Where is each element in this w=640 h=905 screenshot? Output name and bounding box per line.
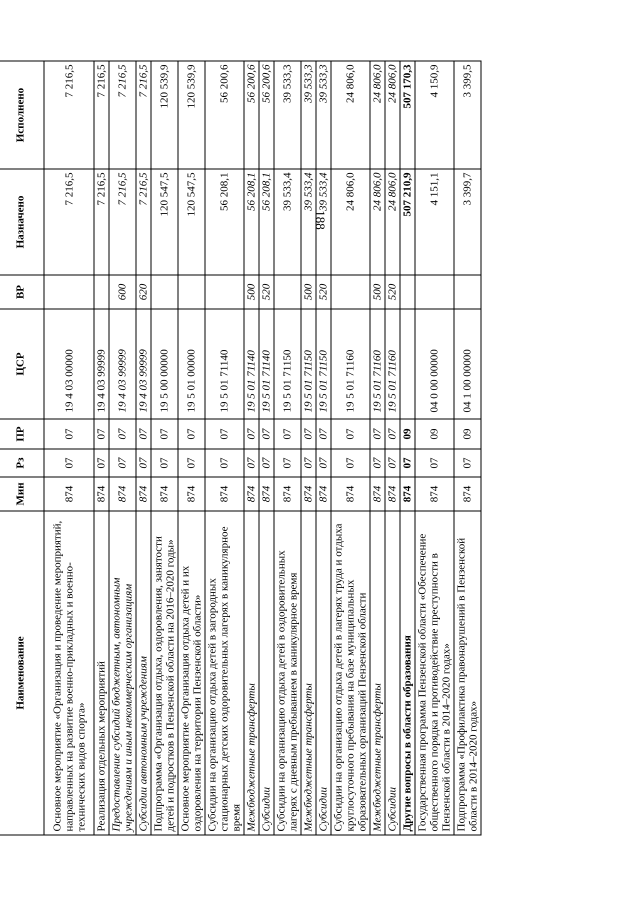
cell-ministry: 874 <box>94 477 109 511</box>
cell-executed: 4 150,9 <box>415 61 454 169</box>
cell-ministry: 874 <box>109 477 136 511</box>
cell-name: Основное мероприятие «Организация отдыха детей и их оздоровления на территории Пензенской области» <box>178 511 205 835</box>
cell-subsection: 07 <box>244 419 259 449</box>
cell-expense-type <box>205 275 244 309</box>
cell-section: 07 <box>301 449 316 477</box>
cell-target-article: 04 1 00 00000 <box>454 309 481 419</box>
cell-ministry: 874 <box>316 477 331 511</box>
cell-section: 07 <box>316 449 331 477</box>
cell-name: Подпрограмма «Профилактика правонарушений в Пензенской области в 2014–2020 годах» <box>454 511 481 835</box>
cell-assigned: 24 806,0 <box>331 169 370 275</box>
cell-subsection: 07 <box>109 419 136 449</box>
cell-expense-type <box>178 275 205 309</box>
cell-subsection: 07 <box>44 419 94 449</box>
cell-executed: 7 216,5 <box>44 61 94 169</box>
cell-name: Реализация отдельных мероприятий <box>94 511 109 835</box>
table-row <box>301 61 316 835</box>
cell-ministry: 874 <box>400 477 415 511</box>
table-row <box>109 61 136 835</box>
cell-expense-type: 500 <box>301 275 316 309</box>
cell-ministry: 874 <box>301 477 316 511</box>
cell-expense-type: 520 <box>385 275 400 309</box>
cell-name: Субсидии на организацию отдыха детей в лагерях труда и отдыха круглосуточного пребывания на базе муниципальных образовательных организаций Пензенской области <box>331 511 370 835</box>
cell-section: 07 <box>400 449 415 477</box>
cell-ministry: 874 <box>178 477 205 511</box>
cell-target-article: 19 4 03 99999 <box>94 309 109 419</box>
cell-expense-type <box>94 275 109 309</box>
cell-expense-type <box>454 275 481 309</box>
table-row <box>151 61 178 835</box>
cell-ministry: 874 <box>385 477 400 511</box>
cell-expense-type <box>151 275 178 309</box>
cell-section: 07 <box>259 449 274 477</box>
cell-name: Субсидии <box>316 511 331 835</box>
cell-section: 07 <box>178 449 205 477</box>
header-ministry: Мин <box>0 477 44 511</box>
cell-section: 07 <box>370 449 385 477</box>
table-row <box>244 61 259 835</box>
cell-target-article: 19 5 01 71160 <box>385 309 400 419</box>
page-number: 188 <box>313 210 328 230</box>
header-expense-type: ВР <box>0 275 44 309</box>
cell-section: 07 <box>385 449 400 477</box>
cell-ministry: 874 <box>151 477 178 511</box>
cell-executed: 3 399,5 <box>454 61 481 169</box>
cell-expense-type: 600 <box>109 275 136 309</box>
cell-target-article <box>400 309 415 419</box>
cell-section: 07 <box>205 449 244 477</box>
cell-ministry: 874 <box>44 477 94 511</box>
header-section: Рз <box>0 449 44 477</box>
cell-executed: 120 539,9 <box>151 61 178 169</box>
table-row <box>385 61 400 835</box>
cell-section: 07 <box>151 449 178 477</box>
cell-ministry: 874 <box>244 477 259 511</box>
cell-expense-type: 620 <box>136 275 151 309</box>
cell-subsection: 07 <box>94 419 109 449</box>
cell-expense-type <box>44 275 94 309</box>
cell-executed: 7 216,5 <box>109 61 136 169</box>
cell-section: 07 <box>331 449 370 477</box>
cell-section: 07 <box>136 449 151 477</box>
cell-target-article: 19 5 01 71150 <box>274 309 301 419</box>
cell-subsection: 09 <box>415 419 454 449</box>
cell-expense-type: 520 <box>316 275 331 309</box>
cell-expense-type <box>331 275 370 309</box>
cell-ministry: 874 <box>274 477 301 511</box>
cell-subsection: 07 <box>151 419 178 449</box>
cell-target-article: 19 5 01 71140 <box>205 309 244 419</box>
cell-section: 07 <box>109 449 136 477</box>
cell-executed: 39 533,3 <box>274 61 301 169</box>
cell-assigned: 56 208,1 <box>205 169 244 275</box>
cell-assigned: 39 533,4 <box>274 169 301 275</box>
cell-name: Межбюджетные трансферты <box>370 511 385 835</box>
cell-target-article: 19 4 03 99999 <box>136 309 151 419</box>
cell-name: Субсидии автономным учреждениям <box>136 511 151 835</box>
cell-ministry: 874 <box>331 477 370 511</box>
cell-ministry: 874 <box>370 477 385 511</box>
header-name: Наименование <box>0 511 44 835</box>
table-row <box>136 61 151 835</box>
cell-executed: 7 216,5 <box>94 61 109 169</box>
cell-subsection: 07 <box>274 419 301 449</box>
cell-expense-type <box>415 275 454 309</box>
cell-target-article: 19 4 03 00000 <box>44 309 94 419</box>
cell-subsection: 07 <box>331 419 370 449</box>
table-row <box>415 61 454 835</box>
cell-executed: 56 200,6 <box>205 61 244 169</box>
cell-name: Предоставление субсидий бюджетным, автономным учреждениям и иным некоммерческим организациям <box>109 511 136 835</box>
cell-assigned: 120 547,5 <box>178 169 205 275</box>
cell-target-article: 19 5 01 71150 <box>316 309 331 419</box>
cell-assigned: 24 806,0 <box>370 169 385 275</box>
cell-target-article: 04 0 00 00000 <box>415 309 454 419</box>
table-row <box>400 61 415 835</box>
cell-assigned: 4 151,1 <box>415 169 454 275</box>
cell-target-article: 19 5 01 71140 <box>259 309 274 419</box>
table-row <box>370 61 385 835</box>
cell-assigned: 120 547,5 <box>151 169 178 275</box>
cell-assigned: 56 208,1 <box>259 169 274 275</box>
cell-name: Подпрограмма «Организация отдыха, оздоровления, занятости детей и подростков в Пензенской области на 2016–2020 годы» <box>151 511 178 835</box>
cell-subsection: 07 <box>385 419 400 449</box>
cell-target-article: 19 5 01 71140 <box>244 309 259 419</box>
cell-subsection: 09 <box>400 419 415 449</box>
cell-target-article: 19 5 01 71160 <box>370 309 385 419</box>
cell-ministry: 874 <box>415 477 454 511</box>
cell-executed: 507 170,3 <box>400 61 415 169</box>
table-row <box>454 61 481 835</box>
cell-executed: 39 533,3 <box>316 61 331 169</box>
header-target-article: ЦСР <box>0 309 44 419</box>
header-subsection: ПР <box>0 419 44 449</box>
cell-assigned: 56 208,1 <box>244 169 259 275</box>
cell-section: 07 <box>415 449 454 477</box>
cell-target-article: 19 5 01 00000 <box>178 309 205 419</box>
cell-executed: 56 200,6 <box>259 61 274 169</box>
cell-assigned: 507 210,9 <box>400 169 415 275</box>
cell-subsection: 09 <box>454 419 481 449</box>
cell-expense-type <box>400 275 415 309</box>
cell-executed: 56 200,6 <box>244 61 259 169</box>
table-row <box>178 61 205 835</box>
cell-section: 07 <box>454 449 481 477</box>
cell-executed: 24 806,0 <box>331 61 370 169</box>
cell-subsection: 07 <box>259 419 274 449</box>
cell-executed: 24 806,0 <box>370 61 385 169</box>
cell-section: 07 <box>44 449 94 477</box>
cell-subsection: 07 <box>370 419 385 449</box>
cell-assigned: 3 399,7 <box>454 169 481 275</box>
cell-subsection: 07 <box>316 419 331 449</box>
cell-expense-type: 500 <box>370 275 385 309</box>
cell-expense-type <box>274 275 301 309</box>
cell-target-article: 19 5 00 00000 <box>151 309 178 419</box>
cell-subsection: 07 <box>136 419 151 449</box>
cell-assigned: 7 216,5 <box>44 169 94 275</box>
table-row <box>274 61 301 835</box>
cell-subsection: 07 <box>178 419 205 449</box>
header-executed: Исполнено <box>0 61 44 169</box>
cell-target-article: 19 5 01 71150 <box>301 309 316 419</box>
cell-subsection: 07 <box>205 419 244 449</box>
cell-target-article: 19 5 01 71160 <box>331 309 370 419</box>
cell-name: Другие вопросы в области образования <box>400 511 415 835</box>
cell-assigned: 7 216,5 <box>109 169 136 275</box>
cell-expense-type: 520 <box>259 275 274 309</box>
table-row <box>94 61 109 835</box>
cell-name: Субсидии на организацию отдыха детей в оздоровительных лагерях с дневным пребыванием в каникулярное время <box>274 511 301 835</box>
table-row <box>44 61 94 835</box>
cell-name: Государственная программа Пензенской области «Обеспечение общественного порядка и противодействие преступности в Пензенской области в 2014–2020 годах» <box>415 511 454 835</box>
header-assigned: Назначено <box>0 169 44 275</box>
table-row <box>316 61 331 835</box>
cell-name: Межбюджетные трансферты <box>301 511 316 835</box>
cell-ministry: 874 <box>259 477 274 511</box>
cell-assigned: 24 806,0 <box>385 169 400 275</box>
cell-ministry: 874 <box>205 477 244 511</box>
cell-assigned: 7 216,5 <box>136 169 151 275</box>
cell-name: Субсидии <box>259 511 274 835</box>
cell-section: 07 <box>274 449 301 477</box>
cell-ministry: 874 <box>136 477 151 511</box>
cell-name: Межбюджетные трансферты <box>244 511 259 835</box>
cell-executed: 24 806,0 <box>385 61 400 169</box>
cell-expense-type: 500 <box>244 275 259 309</box>
cell-target-article: 19 4 03 99999 <box>109 309 136 419</box>
cell-name: Субсидии на организацию отдыха детей в загородных стационарных детских оздоровительных лагерях в каникулярное время <box>205 511 244 835</box>
table-row <box>205 61 244 835</box>
cell-executed: 7 216,5 <box>136 61 151 169</box>
cell-assigned: 39 533,4 <box>301 169 316 275</box>
cell-assigned: 7 216,5 <box>94 169 109 275</box>
cell-section: 07 <box>94 449 109 477</box>
budget-table <box>0 61 482 836</box>
cell-assigned: 39 533,4 <box>316 169 331 275</box>
cell-section: 07 <box>244 449 259 477</box>
table-row <box>331 61 370 835</box>
cell-name: Основное мероприятие «Организация и проведение мероприятий, направленных на развитие военно-прикладных и военно-технических видов спорта» <box>44 511 94 835</box>
cell-name: Субсидии <box>385 511 400 835</box>
cell-ministry: 874 <box>454 477 481 511</box>
table-header-row <box>0 61 44 835</box>
table-row <box>259 61 274 835</box>
cell-executed: 39 533,3 <box>301 61 316 169</box>
rotated-table-container <box>0 62 640 836</box>
cell-subsection: 07 <box>301 419 316 449</box>
cell-executed: 120 539,9 <box>178 61 205 169</box>
